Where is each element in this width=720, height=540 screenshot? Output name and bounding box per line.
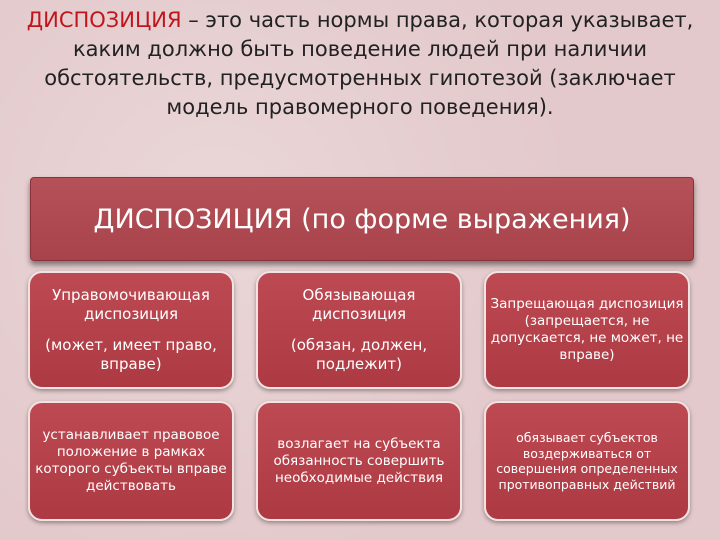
type-box-prohibiting xyxy=(484,271,690,389)
definition-term: ДИСПОЗИЦИЯ xyxy=(26,8,182,32)
type-box-obligating xyxy=(256,271,462,389)
definition-body: – это часть нормы права, которая указывает, каким должно быть поведение людей при наличии обстоятельств, предусмотренных гипотезой (заключает модель правомерного поведения). xyxy=(44,8,694,119)
type-examples: (может, имеет право, вправе) xyxy=(45,336,217,373)
type-description: обязывает субъектов воздерживаться от совершения определенных противоправных действий xyxy=(496,430,678,492)
type-examples: (обязан, должен, подлежит) xyxy=(290,336,428,373)
description-box-prohibiting xyxy=(484,401,690,521)
type-name: Управомочивающая диспозиция xyxy=(52,286,210,323)
type-description: устанавливает правовое положение в рамках которого субъекты вправе действовать xyxy=(35,427,227,494)
definition-text xyxy=(20,6,700,122)
description-box-empowering xyxy=(28,401,234,521)
type-name: Обязывающая диспозиция xyxy=(302,286,416,323)
description-box-obligating xyxy=(256,401,462,521)
type-name: Запрещающая диспозиция xyxy=(490,296,684,312)
type-description: возлагает на субъекта обязанность совершить необходимые действия xyxy=(273,435,445,486)
banner-title: ДИСПОЗИЦИЯ (по форме выражения) xyxy=(93,203,631,235)
type-box-empowering xyxy=(28,271,234,389)
type-examples: (запрещается, не допускается, не может, не вправе) xyxy=(490,313,684,363)
disposition-banner xyxy=(30,177,694,261)
